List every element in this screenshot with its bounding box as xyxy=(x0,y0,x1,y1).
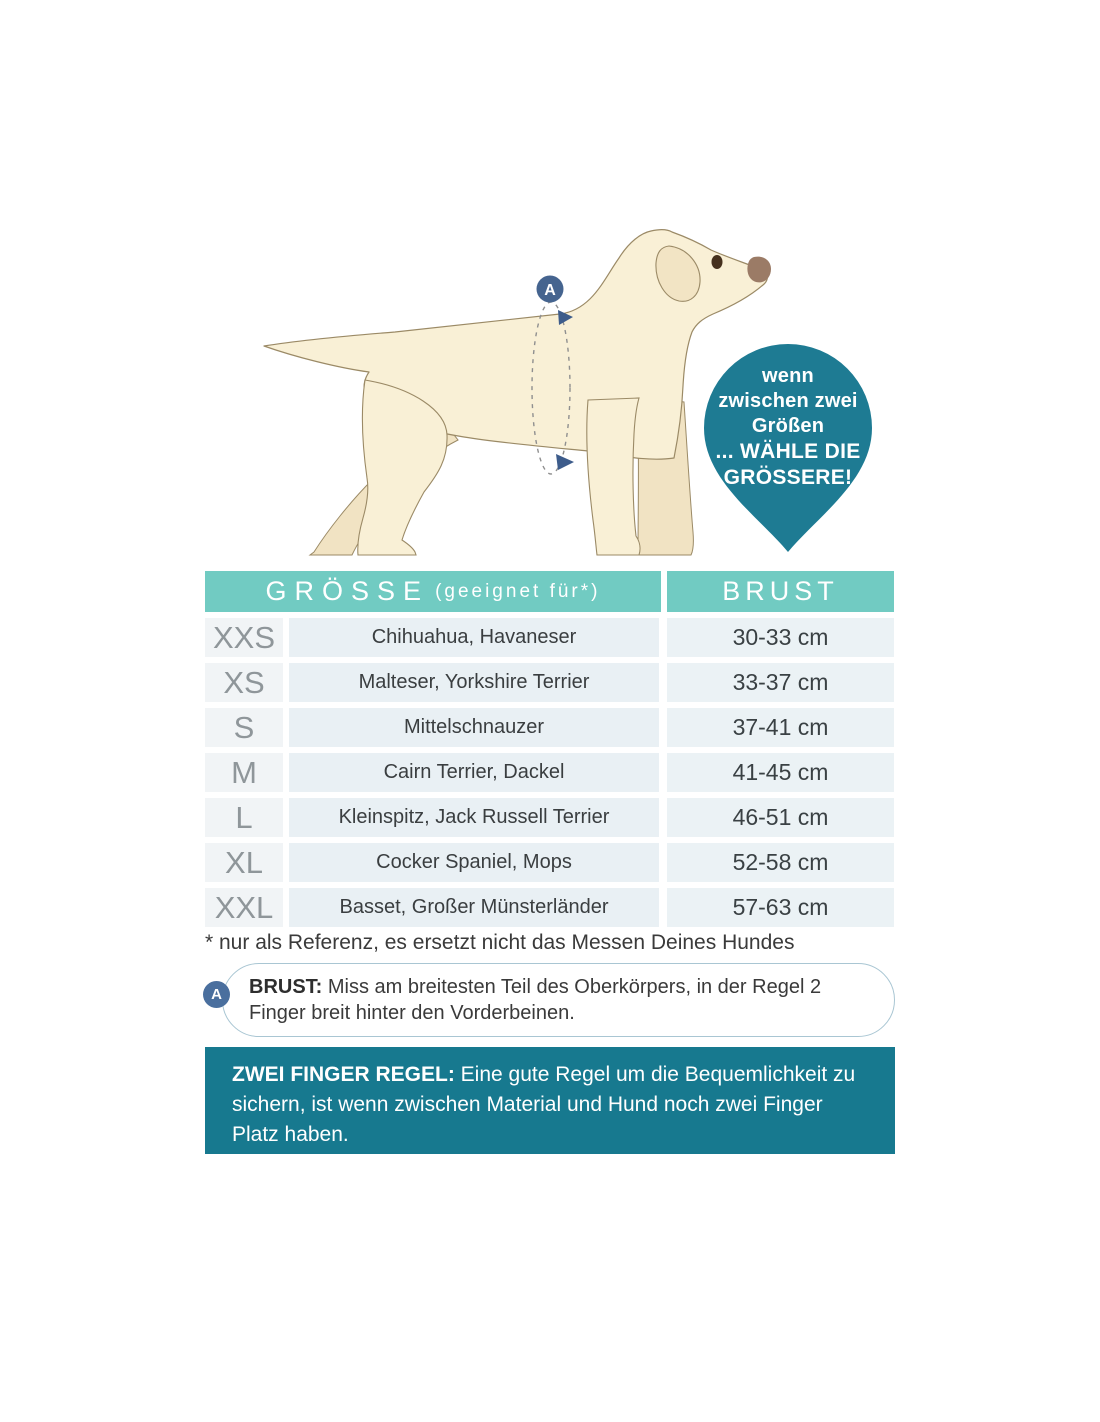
table-header xyxy=(205,571,894,612)
chest-cell: 57-63 cm xyxy=(667,888,894,927)
pin-line: Größen xyxy=(751,415,825,437)
size-table xyxy=(205,571,894,933)
breed-cell: Basset, Großer Münsterländer xyxy=(289,888,659,927)
chest-cell: 37-41 cm xyxy=(667,708,894,747)
header-size-column xyxy=(205,571,661,612)
table-row xyxy=(205,753,894,792)
size-cell: L xyxy=(205,798,283,837)
table-row xyxy=(205,618,894,657)
size-cell: XXL xyxy=(205,888,283,927)
table-row xyxy=(205,888,894,927)
header-size-sublabel: (geeignet für*) xyxy=(435,580,601,602)
breed-cell: Kleinspitz, Jack Russell Terrier xyxy=(289,798,659,837)
chest-cell: 46-51 cm xyxy=(667,798,894,837)
pin-line: wenn xyxy=(762,365,814,387)
breed-cell: Chihuahua, Havaneser xyxy=(289,618,659,657)
measure-marker-a-label: A xyxy=(544,282,556,299)
pin-line-bold: GRÖSSERE! xyxy=(723,466,853,489)
table-row xyxy=(205,708,894,747)
chest-measure-note-text: Miss am breitesten Teil des Oberkörpers, in der Regel 2 Finger breit hinter den Vorderbeinen. xyxy=(249,976,822,1024)
dog-near-front-leg xyxy=(587,398,640,555)
two-finger-rule-box xyxy=(205,1047,895,1154)
breed-cell: Cairn Terrier, Dackel xyxy=(289,753,659,792)
pin-line-bold: ... WÄHLE DIE xyxy=(715,440,861,463)
two-finger-rule-text: Eine gute Regel um die Bequemlichkeit zu sichern, ist wenn zwischen Material und Hund noch zwei Finger Platz haben. xyxy=(232,1063,856,1146)
table-row xyxy=(205,663,894,702)
size-advice-pin xyxy=(698,340,878,556)
chest-measure-note xyxy=(222,963,895,1037)
chest-measure-note-label: BRUST: xyxy=(249,976,323,998)
size-cell: S xyxy=(205,708,283,747)
pin-text xyxy=(698,364,878,491)
table-row xyxy=(205,798,894,837)
chest-cell: 33-37 cm xyxy=(667,663,894,702)
measure-arrow-bottom-icon xyxy=(556,454,574,470)
size-cell: XXS xyxy=(205,618,283,657)
size-cell: M xyxy=(205,753,283,792)
size-cell: XS xyxy=(205,663,283,702)
table-row xyxy=(205,843,894,882)
reference-footnote: * nur als Referenz, es ersetzt nicht das Messen Deines Hundes xyxy=(205,931,795,954)
table-body xyxy=(205,618,894,927)
dog-eye-icon xyxy=(712,255,723,269)
two-finger-rule-label: ZWEI FINGER REGEL: xyxy=(232,1063,455,1086)
header-size-label: GRÖSSE xyxy=(265,576,430,606)
chest-cell: 52-58 cm xyxy=(667,843,894,882)
note-marker-a-badge: A xyxy=(203,981,230,1008)
breed-cell: Malteser, Yorkshire Terrier xyxy=(289,663,659,702)
dog-nose-icon xyxy=(747,257,771,283)
breed-cell: Mittelschnauzer xyxy=(289,708,659,747)
pin-line: zwischen zwei xyxy=(718,390,858,412)
breed-cell: Cocker Spaniel, Mops xyxy=(289,843,659,882)
header-chest-label: BRUST xyxy=(722,576,839,606)
chest-cell: 41-45 cm xyxy=(667,753,894,792)
chest-cell: 30-33 cm xyxy=(667,618,894,657)
header-chest-column xyxy=(667,571,894,612)
size-cell: XL xyxy=(205,843,283,882)
